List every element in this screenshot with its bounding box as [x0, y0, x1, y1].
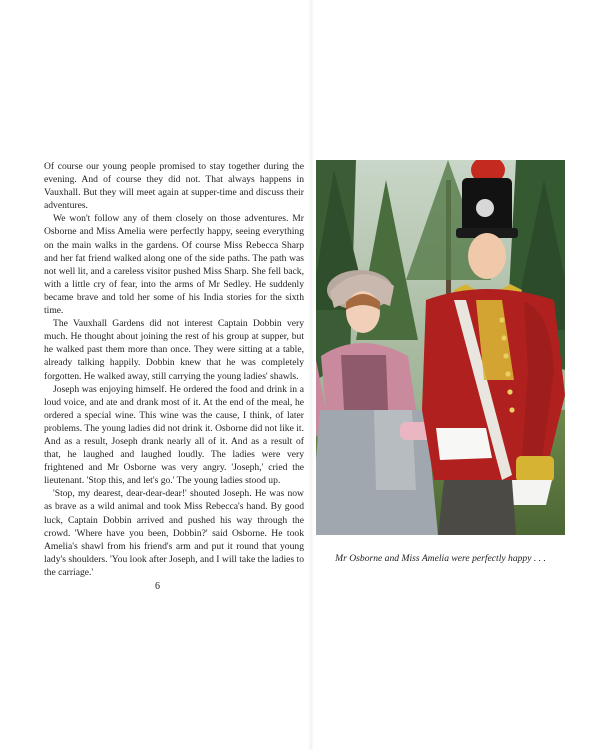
paragraph-1: Of course our young people promised to stay together during the evening. And of course they did not. That always happens in Vauxhall. But they will meet again at supper-time and discuss their adventures.	[44, 161, 304, 212]
book-gutter	[308, 0, 314, 750]
paragraph-3: The Vauxhall Gardens did not interest Captain Dobbin very much. He thought about joining the rest of his group at supper, but he walked past them more than once. They were sitting at a table, already talking happily. Dobbin knew that he was completely forgotten. He walked away, still carrying the young ladies' shawls.	[44, 318, 304, 382]
photo-caption: Mr Osborne and Miss Amelia were perfectly happy . . .	[335, 553, 546, 564]
paragraph-4: Joseph was enjoying himself. He ordered the food and drink in a loud voice, and ate and drank most of it. At the end of the meal, he ordered a special wine. This wine was the cause, I think, of later problems. The young ladies did not drink it. Osborne did not like it. And as a result, Joseph drank nearly all of it. And as a result of that, he laughed and laughed loudly. The ladies were very frightened and Mr Osborne was very angry. 'Joseph,' cried the lieutenant. 'Stop this, and let's go.' The young ladies stood up.	[44, 383, 304, 487]
illustration-photo	[316, 160, 565, 535]
paragraph-2: We won't follow any of them closely on those adventures. Mr Osborne and Miss Amelia were perfectly happy, seeing everything on the main walks in the gardens. Of course Miss Rebecca Sharp and her fat friend walked along one of the side paths. The path was not well lit, and a careless visitor pushed Miss Sharp. She fell back, with a little cry of fear, into the arms of Mr Sedley. He suddenly became brave and told her some of his India stories for the sixth time.	[44, 213, 304, 317]
page-number: 6	[155, 581, 160, 592]
left-page-text	[44, 160, 304, 579]
paragraph-5: 'Stop, my dearest, dear-dear-dear!' shouted Joseph. He was now as brave as a wild animal and took Miss Rebecca's hand. By good luck, Captain Dobbin arrived and pushed his way through the crowd. 'Where have you been, Dobbin?' said Osborne. He took Amelia's shawl from his friend's arm and put it round that young lady's shoulders. 'You look after Joseph, and I will take the ladies to the carriage.'	[44, 488, 304, 578]
